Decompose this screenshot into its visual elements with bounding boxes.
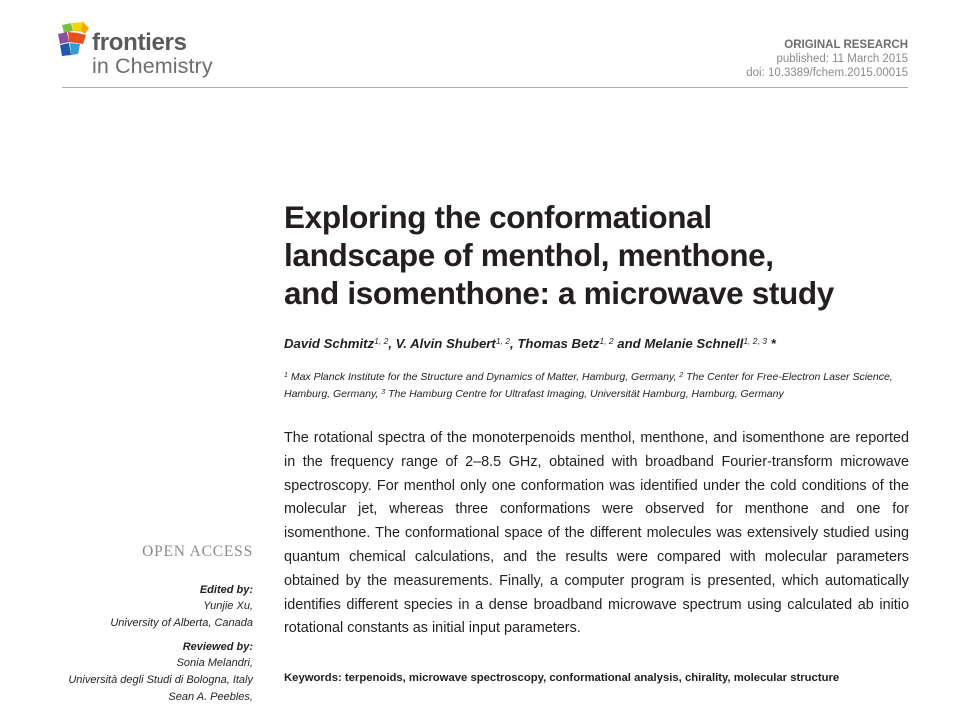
author-sep: , (388, 336, 396, 351)
title-line: landscape of menthol, menthone, (284, 237, 774, 273)
logo-block-4 (58, 32, 69, 44)
affiliation-number: 1 (284, 372, 288, 379)
published-date: published: 11 March 2015 (776, 53, 908, 65)
journal-name-line2: in Chemistry (92, 54, 213, 78)
article-meta (746, 38, 908, 80)
author-sep: * (766, 336, 776, 351)
edited-by-label: Edited by: (199, 584, 253, 596)
author-name[interactable]: Melanie Schnell (644, 336, 744, 351)
author-name[interactable]: David Schmitz (284, 336, 375, 351)
logo-block-7 (60, 43, 71, 56)
affiliations (284, 368, 924, 402)
reviewer-name[interactable]: Sonia Melandri, (176, 657, 253, 669)
editor-affiliation: University of Alberta, Canada (110, 617, 253, 629)
logo-block-1 (62, 23, 73, 33)
sidebar (40, 543, 253, 706)
affiliation-text: The Center for Free-Electron Laser Science, Hamburg, Germany, (284, 371, 893, 400)
affiliation-text: Max Planck Institute for the Structure and Dynamics of Matter, Hamburg, Germany, (290, 371, 680, 383)
title-line: and isomenthone: a microwave study (284, 275, 834, 311)
author-sep: and (613, 336, 645, 351)
article-title (284, 198, 934, 312)
author-list (284, 336, 924, 351)
keywords: Keywords: terpenoids, microwave spectroscopy, conformational analysis, chirality, molecular structure (284, 672, 840, 684)
reviewed-by-label: Reviewed by: (182, 641, 253, 653)
author-affil-sup: 1, 2 (374, 336, 389, 346)
doi[interactable]: doi: 10.3389/fchem.2015.00015 (746, 67, 908, 79)
author-affil-sup: 1, 2, 3 (743, 336, 767, 346)
affiliation-number: 2 (679, 372, 684, 379)
journal-logo (58, 20, 248, 80)
article-type: ORIGINAL RESEARCH (784, 39, 908, 51)
open-access-label: OPEN ACCESS (142, 543, 253, 560)
logo-block-8 (70, 43, 80, 55)
reviewer-name[interactable]: Sean A. Peebles, (168, 691, 253, 703)
journal-name-line1: frontiers (92, 29, 187, 56)
title-line: Exploring the conformational (284, 199, 712, 235)
affiliation-text: The Hamburg Centre for Ultrafast Imaging, Universität Hamburg, Hamburg, Germany (388, 388, 784, 400)
reviewer-affiliation: Università degli Studi di Bologna, Italy (68, 674, 253, 686)
affiliation-number: 3 (381, 389, 386, 396)
author-affil-sup: 1, 2 (495, 336, 510, 346)
author-name[interactable]: V. Alvin Shubert (395, 336, 496, 351)
abstract: The rotational spectra of the monoterpenoids menthol, menthone, and isomenthone are reported in the frequency range of 2–8.5 GHz, obtained with broadband Fourier-transform microwave spectroscopy. For menthol only one conformation was identified under the cold conditions of the molecular jet, whereas three conformations were observed for menthone and one for isomenthone. The conformational space of the different molecules was extensively studied using quantum chemical calculations, and the results were compared with molecular parameters obtained by the measurements. Finally, a computer program is presented, which automatically identifies different species in a dense broadband microwave spectrum using calculated ab initio rotational constants as initial input parameters. (284, 430, 909, 637)
editor-name[interactable]: Yunjie Xu, (203, 600, 253, 612)
author-sep: , (510, 336, 518, 351)
author-name[interactable]: Thomas Betz (517, 336, 600, 351)
header-divider (62, 87, 908, 88)
author-affil-sup: 1, 2 (599, 336, 614, 346)
frontiers-logo-icon (58, 22, 92, 58)
